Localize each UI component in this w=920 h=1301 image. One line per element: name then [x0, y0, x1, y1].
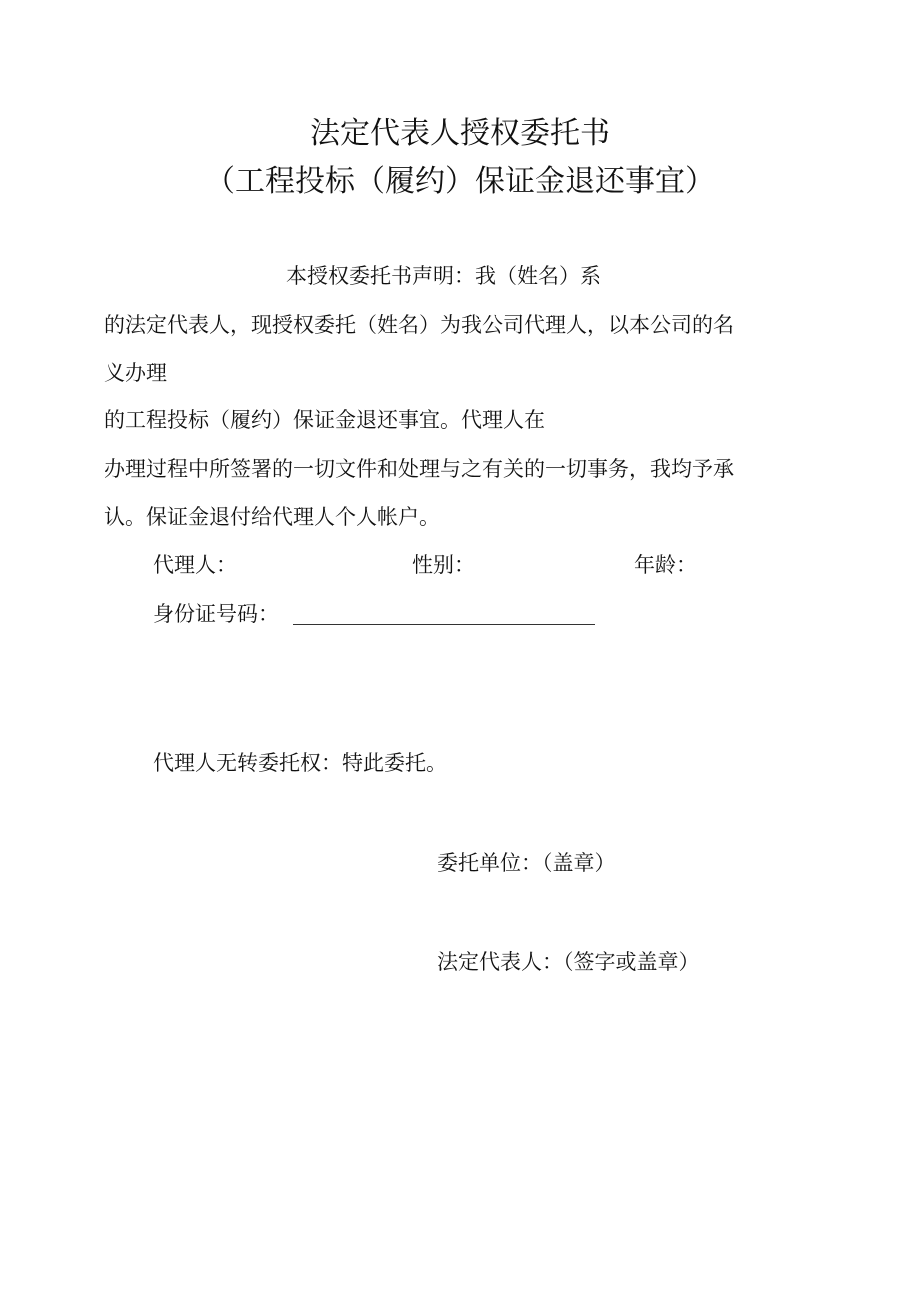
paragraph-line-1: 的法定代表人，现授权委托（姓名）为我公司代理人，以本公司的名 [104, 313, 734, 337]
paragraph-line-3: 的工程投标（履约）保证金退还事宜。代理人在 [104, 408, 545, 432]
statement-intro: 本授权委托书声明：我（姓名）系 [286, 264, 601, 288]
id-number-label: 身份证号码： [153, 602, 279, 626]
paragraph-line-5: 认。保证金退付给代理人个人帐户。 [104, 505, 440, 529]
entrusting-unit-seal: 委托单位：（盖章） [437, 851, 616, 875]
paragraph-line-4: 办理过程中所签署的一切文件和处理与之有关的一切事务，我均予承 [104, 457, 734, 481]
no-delegation-statement: 代理人无转委托权：特此委托。 [153, 751, 447, 775]
agent-label: 代理人： [153, 553, 237, 577]
paragraph-line-2: 义办理 [104, 361, 167, 385]
document-subtitle: （工程投标（履约）保证金退还事宜） [205, 164, 715, 199]
gender-label: 性别： [412, 553, 475, 577]
id-number-blank-line [293, 624, 595, 625]
legal-representative-signature: 法定代表人：（签字或盖章） [437, 950, 700, 974]
document-title: 法定代表人授权委托书 [310, 116, 610, 151]
age-label: 年龄： [634, 553, 697, 577]
